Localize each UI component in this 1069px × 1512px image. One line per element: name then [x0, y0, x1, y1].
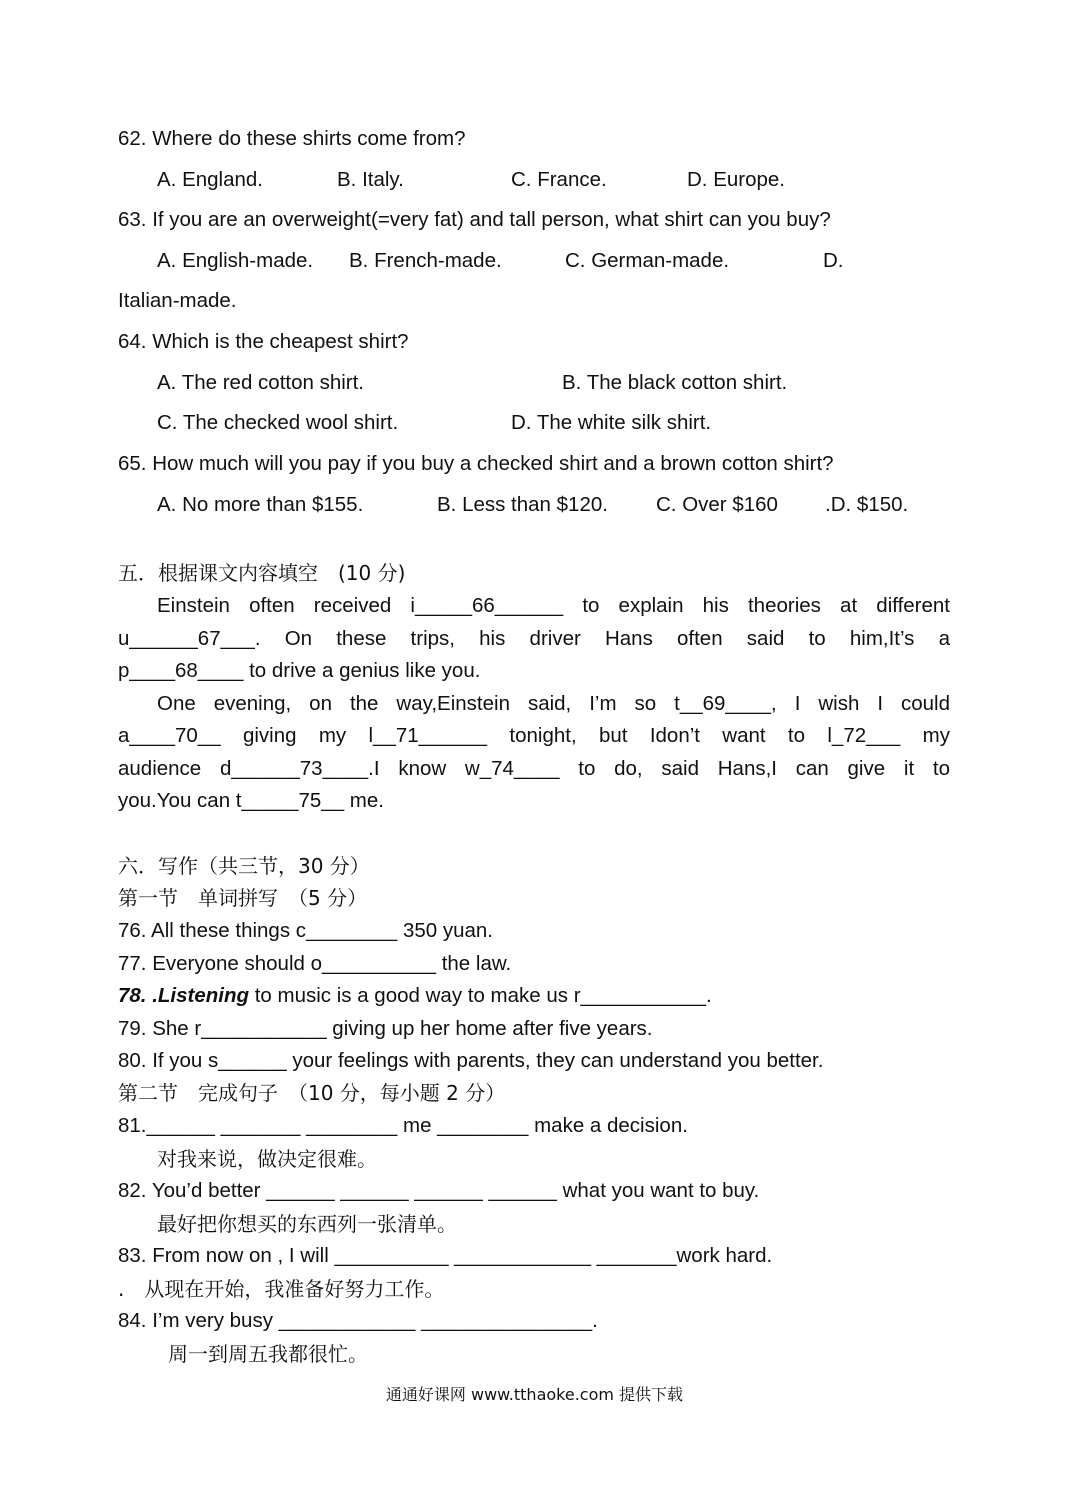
question-78: [118, 982, 712, 1010]
question-83: 83. From now on , I will __________ ____________ _______work hard.: [118, 1244, 773, 1267]
question-79: 79. She r___________ giving up her home after five years.: [118, 1017, 653, 1040]
q64-option-a: A. The red cotton shirt.: [157, 371, 365, 394]
question-84: 84. I’m very busy ____________ _______________.: [118, 1309, 598, 1332]
q65-option-a: A. No more than $155.: [157, 493, 364, 516]
question-83-chinese: . 从现在开始，我准备好努力工作。: [118, 1277, 445, 1301]
passage-line-5: a____70__ giving my l__71______ tonight, but Idon’t want to l_72___ my: [118, 724, 950, 747]
q62-option-c: C. France.: [511, 168, 607, 191]
question-64: 64. Which is the cheapest shirt?: [118, 330, 409, 353]
q62-option-d: D. Europe.: [687, 168, 785, 191]
question-82-chinese: 最好把你想买的东西列一张清单。: [157, 1212, 457, 1236]
q64-option-b: B. The black cotton shirt.: [562, 371, 788, 394]
q64-option-d: D. The white silk shirt.: [511, 411, 712, 434]
q78-bold-word: Listening: [157, 984, 249, 1007]
question-82: 82. You’d better ______ ______ ______ ______ what you want to buy.: [118, 1179, 760, 1202]
q63-option-d-continuation: Italian-made.: [118, 289, 237, 312]
passage-line-7: you.You can t_____75__ me.: [118, 789, 384, 812]
question-80: 80. If you s______ your feelings with parents, they can understand you better.: [118, 1049, 824, 1072]
q63-option-a: A. English-made.: [157, 249, 314, 272]
question-65: 65. How much will you pay if you buy a checked shirt and a brown cotton shirt?: [118, 452, 834, 475]
question-63: 63. If you are an overweight(=very fat) and tall person, what shirt can you buy?: [118, 208, 831, 231]
question-76: 76. All these things c________ 350 yuan.: [118, 919, 493, 942]
page-footer: 通通好课网 www.tthaoke.com 提供下载: [385, 1385, 684, 1404]
q63-option-b: B. French-made.: [349, 249, 502, 272]
question-81-chinese: 对我来说，做决定很难。: [157, 1147, 377, 1171]
passage-line-3: p____68____ to drive a genius like you.: [118, 659, 481, 682]
part-2-heading: 第二节 完成句子 （10 分，每小题 2 分）: [118, 1081, 506, 1105]
q63-option-c: C. German-made.: [565, 249, 730, 272]
q64-option-c: C. The checked wool shirt.: [157, 411, 399, 434]
q78-rest: to music is a good way to make us r___________.: [249, 984, 712, 1007]
passage-line-1: Einstein often received i_____66______ to explain his theories at different: [157, 594, 950, 617]
passage-line-4: One evening, on the way,Einstein said, I’m so t__69____, I wish I could: [157, 692, 950, 715]
q62-option-b: B. Italy.: [337, 168, 404, 191]
passage-line-2: u______67___. On these trips, his driver Hans often said to him,It’s a: [118, 627, 950, 650]
question-62: 62. Where do these shirts come from?: [118, 127, 466, 150]
q63-option-d: D.: [823, 249, 844, 272]
section-5-heading: 五．根据课文内容填空 (10 分): [118, 561, 406, 585]
question-84-chinese: 周一到周五我都很忙。: [168, 1342, 368, 1366]
q65-option-b: B. Less than $120.: [437, 493, 608, 516]
question-81: 81.______ _______ ________ me ________ make a decision.: [118, 1114, 688, 1137]
part-1-heading: 第一节 单词拼写 （5 分）: [118, 886, 368, 910]
section-6-heading: 六．写作（共三节，30 分）: [118, 854, 370, 878]
passage-line-6: audience d______73____.I know w_74____ to do, said Hans,I can give it to: [118, 757, 950, 780]
q65-option-d: .D. $150.: [825, 493, 909, 516]
q62-option-a: A. England.: [157, 168, 263, 191]
q78-number: 78. .: [118, 984, 158, 1007]
q65-option-c: C. Over $160: [656, 493, 778, 516]
question-77: 77. Everyone should o__________ the law.: [118, 952, 512, 975]
